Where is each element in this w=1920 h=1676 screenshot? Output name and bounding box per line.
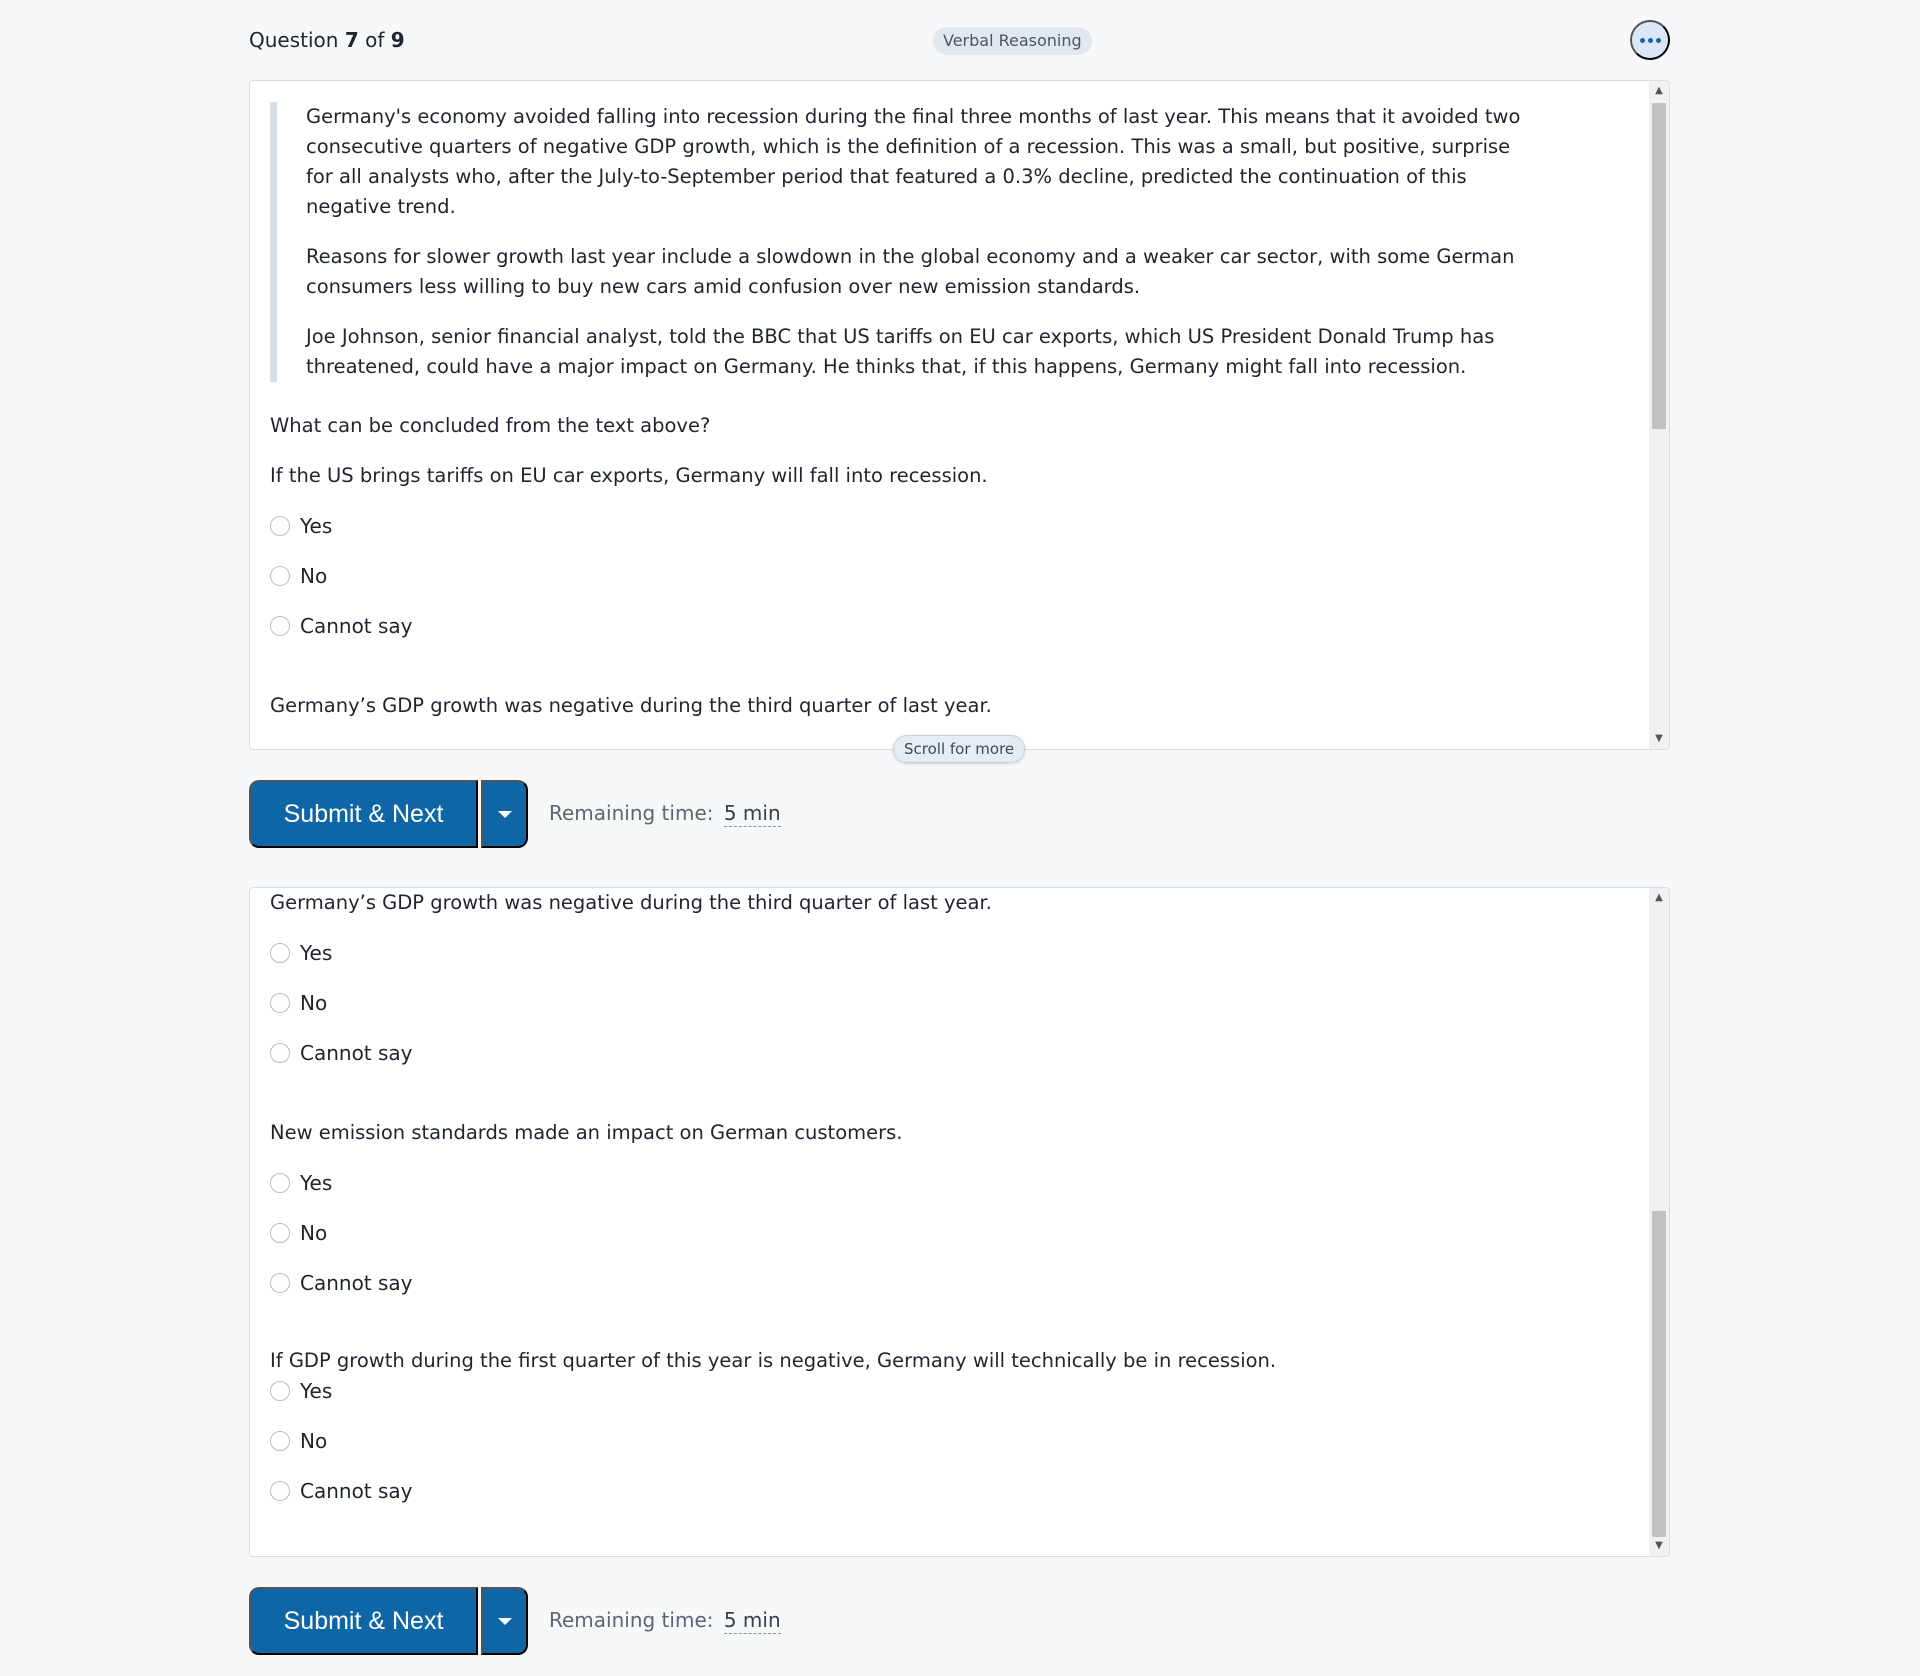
answer-option-cannot-say[interactable] (270, 1476, 413, 1506)
question-prompt: What can be concluded from the text above? (270, 414, 711, 437)
option-label: Cannot say (300, 1479, 413, 1503)
answer-option-no[interactable] (270, 561, 327, 591)
vertical-scrollbar[interactable] (1649, 888, 1669, 1556)
remaining-time-value: 5 min (723, 1608, 781, 1632)
radio-icon[interactable] (270, 566, 290, 586)
current-question-number: 7 (344, 28, 359, 52)
question-counter (249, 28, 405, 52)
statement-text: Germany’s GDP growth was negative during the third quarter of last year. (270, 891, 992, 914)
option-label: Yes (300, 514, 333, 538)
radio-icon[interactable] (270, 1043, 290, 1063)
remaining-time-value: 5 min (723, 801, 781, 825)
option-label: No (300, 1221, 328, 1245)
passage-paragraph: Reasons for slower growth last year include a slowdown in the global economy and a weaker car sector, with some German consumers less willing to buy new cars amid confusion over new emission standards. (306, 245, 1515, 298)
option-label: No (300, 991, 328, 1015)
statement-text: If GDP growth during the first quarter of this year is negative, Germany will technically be in recession. (270, 1349, 1277, 1372)
answer-option-yes[interactable] (270, 938, 332, 968)
radio-icon[interactable] (270, 1431, 290, 1451)
option-label: Yes (300, 1171, 333, 1195)
submit-next-button[interactable]: Submit & Next (249, 1587, 478, 1655)
radio-icon[interactable] (270, 993, 290, 1013)
answer-option-cannot-say[interactable] (270, 611, 413, 641)
remaining-time (549, 1608, 781, 1632)
option-label: No (300, 1429, 328, 1453)
scroll-up-icon[interactable]: ▲ (1655, 892, 1663, 903)
answer-option-yes[interactable] (270, 511, 332, 541)
remaining-time (549, 801, 781, 825)
radio-icon[interactable] (270, 1223, 290, 1243)
more-options-button[interactable] (1630, 20, 1670, 60)
scroll-hint: Scroll for more (893, 735, 1025, 763)
answer-option-no[interactable] (270, 1218, 327, 1248)
option-label: No (300, 564, 328, 588)
radio-icon[interactable] (270, 616, 290, 636)
question-header (249, 20, 1670, 60)
statement-text: If the US brings tariffs on EU car exports, Germany will fall into recession. (270, 464, 988, 487)
radio-icon[interactable] (270, 1381, 290, 1401)
passage-paragraph: Joe Johnson, senior financial analyst, told the BBC that US tariffs on EU car exports, which US President Donald Trump has threatened, could have a major impact on Germany. He thinks that, if this happens, Germany might fall into recession. (306, 325, 1495, 378)
option-label: Cannot say (300, 614, 413, 638)
chevron-down-icon (498, 1618, 512, 1625)
radio-icon[interactable] (270, 1273, 290, 1293)
remaining-time-label: Remaining time: (549, 801, 714, 825)
scroll-down-icon[interactable]: ▼ (1655, 1540, 1663, 1551)
answer-option-no[interactable] (270, 1426, 327, 1456)
scroll-down-icon[interactable]: ▼ (1655, 733, 1663, 744)
scroll-up-icon[interactable]: ▲ (1655, 85, 1663, 96)
chevron-down-icon (498, 811, 512, 818)
answer-option-cannot-say[interactable] (270, 1268, 413, 1298)
question-scroll-panel-top[interactable] (249, 80, 1670, 750)
question-of-label: of (365, 28, 385, 52)
submit-options-button[interactable] (481, 780, 528, 848)
scrollbar-thumb[interactable] (1652, 1211, 1666, 1537)
statement-text: Germany’s GDP growth was negative during the third quarter of last year. (270, 694, 992, 717)
answer-option-cannot-say[interactable] (270, 1038, 413, 1068)
radio-icon[interactable] (270, 1481, 290, 1501)
remaining-time-label: Remaining time: (549, 1608, 714, 1632)
question-label: Question (249, 28, 339, 52)
radio-icon[interactable] (270, 943, 290, 963)
radio-icon[interactable] (270, 1173, 290, 1193)
vertical-scrollbar[interactable] (1649, 81, 1669, 749)
question-scroll-panel-bottom[interactable] (249, 887, 1670, 1557)
category-badge: Verbal Reasoning (933, 27, 1092, 55)
option-label: Cannot say (300, 1271, 413, 1295)
answer-option-no[interactable] (270, 988, 327, 1018)
scrollbar-thumb[interactable] (1652, 103, 1666, 429)
passage-block (270, 102, 1560, 382)
total-question-number: 9 (390, 28, 405, 52)
answer-option-yes[interactable] (270, 1376, 332, 1406)
option-label: Yes (300, 1379, 333, 1403)
submit-next-button[interactable]: Submit & Next (249, 780, 478, 848)
option-label: Cannot say (300, 1041, 413, 1065)
submit-options-button[interactable] (481, 1587, 528, 1655)
question-content (270, 888, 1639, 1556)
passage-paragraph: Germany's economy avoided falling into recession during the final three months of last year. This means that it avoided two consecutive quarters of negative GDP growth, which is the definition of a recession. This was a small, but positive, surprise for all analysts who, after the July-to-September period that featured a 0.3% decline, predicted the continuation of this negative trend. (306, 105, 1521, 218)
answer-option-yes[interactable] (270, 1168, 332, 1198)
question-content (270, 81, 1639, 749)
option-label: Yes (300, 941, 333, 965)
radio-icon[interactable] (270, 516, 290, 536)
statement-text: New emission standards made an impact on German customers. (270, 1121, 903, 1144)
more-options-icon (1640, 38, 1645, 43)
